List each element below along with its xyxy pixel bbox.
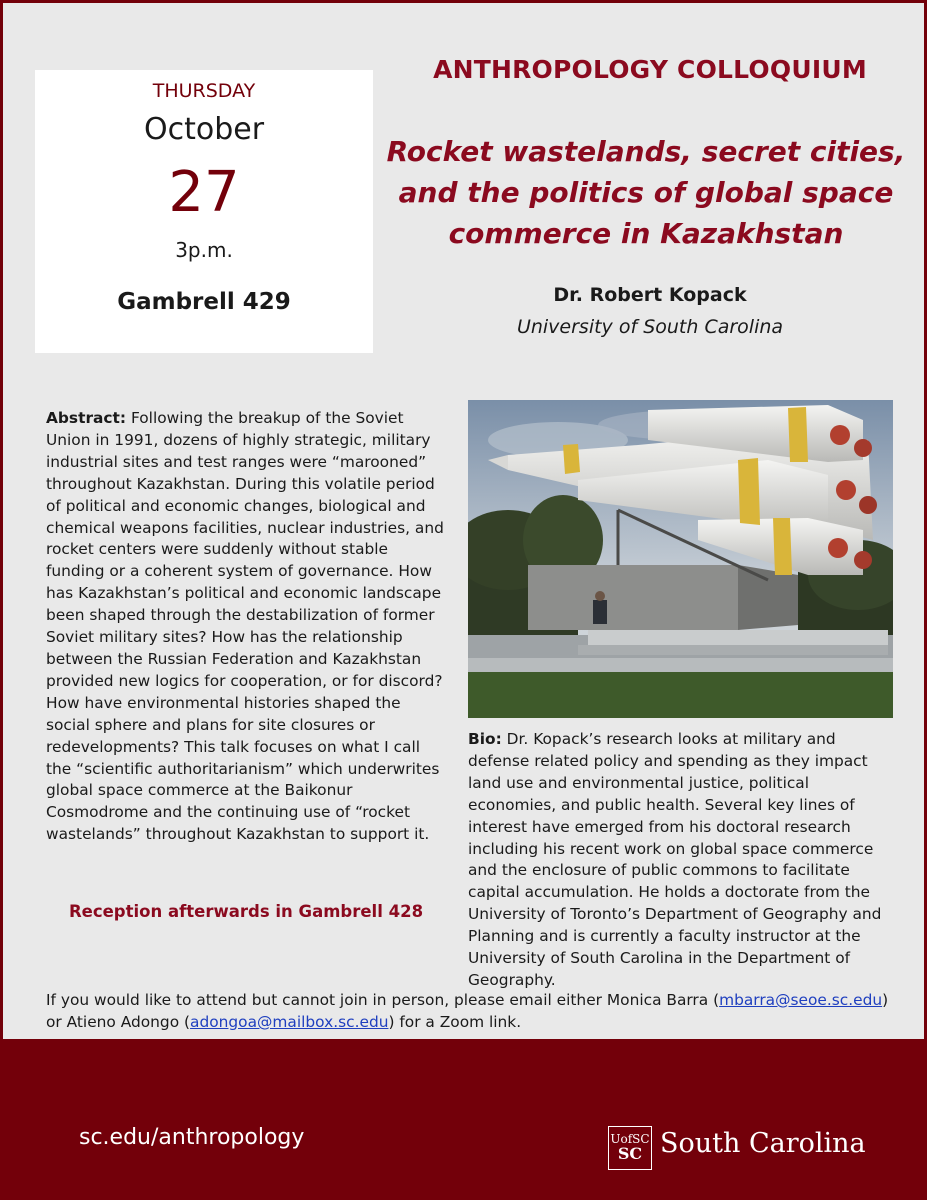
zoom-note-text: If you would like to attend but cannot join in person, please email either Monica Barra ( <box>46 991 720 1009</box>
event-time: 3p.m. <box>175 238 233 262</box>
bio-paragraph <box>468 729 894 992</box>
email-link-atieno[interactable]: adongoa@mailbox.sc.edu <box>190 1013 389 1031</box>
logo-wordmark: South Carolina <box>660 1128 866 1159</box>
abstract-label: Abstract: <box>46 409 127 427</box>
date-box <box>35 70 373 353</box>
zoom-note <box>46 989 906 1033</box>
talk-title-line: commerce in Kazakhstan <box>448 217 844 250</box>
talk-title-line: and the politics of global space <box>398 176 894 209</box>
uofsc-logo-icon <box>608 1126 652 1170</box>
series-title: ANTHROPOLOGY COLLOQUIUM <box>433 55 867 84</box>
event-date: 27 <box>168 160 240 225</box>
speaker-affiliation: University of South Carolina <box>516 316 784 338</box>
event-room: Gambrell 429 <box>117 289 291 315</box>
talk-title-line: Rocket wastelands, secret cities, <box>386 135 906 168</box>
abstract-paragraph <box>46 408 448 846</box>
zoom-note-text: ) or Atieno Adongo ( <box>46 991 889 1031</box>
speaker-name: Dr. Robert Kopack <box>553 284 747 306</box>
logo-mark-bottom: SC <box>617 1144 643 1163</box>
event-day: THURSDAY <box>152 80 256 102</box>
email-link-monica[interactable]: mbarra@seoe.sc.edu <box>719 991 883 1009</box>
talk-title <box>385 131 907 254</box>
footer-band <box>0 1039 927 1200</box>
reception-note: Reception afterwards in Gambrell 428 <box>68 902 424 921</box>
event-month: October <box>143 112 265 147</box>
abstract-text: Following the breakup of the Soviet Union in 1991, dozens of highly strategic, military industrial sites and test ranges were “marooned” throughout Kazakhstan. During this volatile period of political and economic changes, biological and chemical weapons facilities, nuclear industries, and rocket centers were suddenly without stable funding or a coherent system of governance. How has Kazakhstan’s political and economic landscape been shaped through the destabilization of former Soviet military sites? How has the relationship between the Russian Federation and Kazakhstan provided new logics for cooperation, or for discord? How have environmental histories shaped the social sphere and plans for site closures or redevelopments? This talk focuses on what I call the “scientific authoritarianism” which underwrites global space commerce at the Baikonur Cosmodrome and the continuing use of “rocket wastelands” throughout Kazakhstan to support it. <box>46 409 444 844</box>
footer-url[interactable]: sc.edu/anthropology <box>79 1125 305 1150</box>
zoom-note-text: ) for a Zoom link. <box>388 1013 522 1031</box>
bio-label: Bio: <box>468 730 502 748</box>
bio-text: Dr. Kopack’s research looks at military and defense related policy and spending as they impact land use and environmental justice, political economies, and public health. Several key lines of interest have emerged from his doctoral research including his recent work on global space commerce and the enclosure of public commons to facilitate capital accumulation. He holds a doctorate from the University of Toronto’s Department of Geography and Planning and is currently a faculty instructor at the University of South Carolina in the Department of Geography. <box>468 730 882 989</box>
rocket-photo <box>468 400 893 718</box>
logo-mark-top: UofSC <box>610 1132 650 1146</box>
